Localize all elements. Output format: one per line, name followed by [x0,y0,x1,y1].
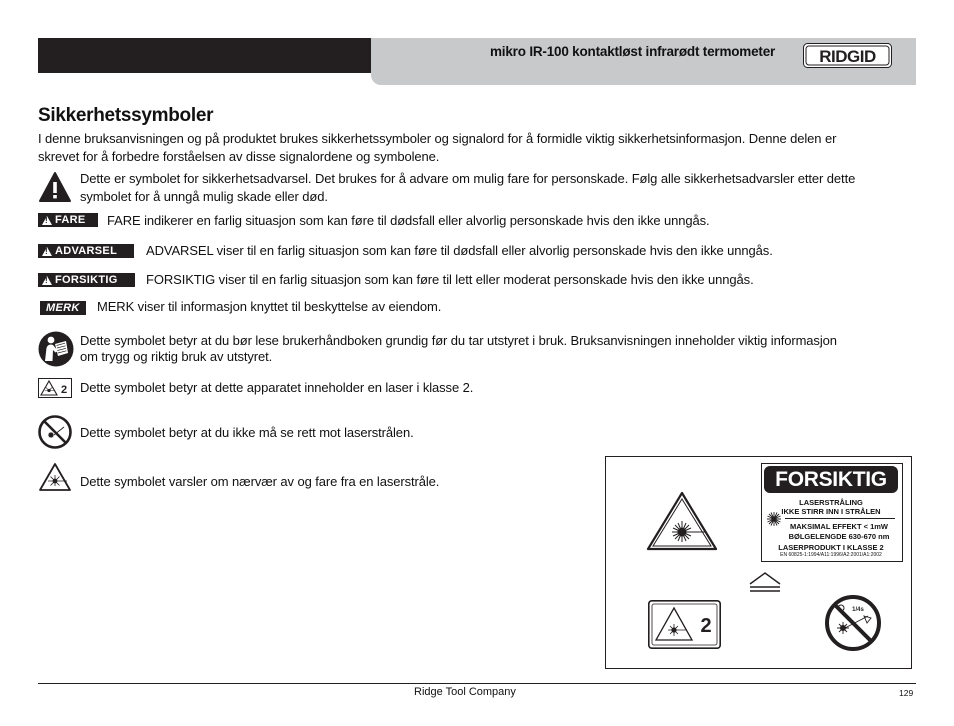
merk-badge: MERK [40,301,86,315]
label-line-3: MAKSIMAL EFFEKT < 1mW [790,522,888,531]
label-class-number: 2 [700,615,712,637]
warning-triangle-icon [42,216,52,225]
laser-aperture-icon [748,570,782,594]
warning-triangle-icon [42,276,52,285]
label-line-5: LASERPRODUKT I KLASSE 2 [778,543,884,552]
label-laser-class-2-icon [648,600,721,649]
manual-line-2: om trygg og riktig bruk av utstyret. [80,349,273,364]
advarsel-badge-label: ADVARSEL [55,245,118,257]
label-no-stare-icon [824,594,882,652]
merk-text: MERK viser til informasjon knyttet til beskyttelse av eiendom. [97,299,442,314]
distance-label: 1/4s [852,607,864,613]
label-line-1: LASERSTRÅLING [799,498,863,507]
forsiktig-text: FORSIKTIG viser til en farlig situasjon som kan føre til lett eller moderat personskade hvis den ikke unngås. [146,272,754,287]
no-stare-icon [38,415,72,449]
advarsel-badge [38,244,134,258]
forsiktig-badge-label: FORSIKTIG [55,274,118,286]
safety-alert-icon [38,171,72,203]
fare-badge [38,213,98,227]
manual-line-1: Dette symbolet betyr at du bør lese brukerhåndboken grundig før du tar utstyret i bruk. Bruksanvisningen inneholder viktig informasjon [80,333,837,348]
laser-class-2-icon [38,378,72,398]
label-laser-warning-icon [645,490,719,552]
forsiktig-badge [38,273,135,287]
page-number: 129 [899,688,914,698]
label-line-4: BØLGELENGDE 630-670 nm [788,532,890,541]
laser-warning-icon [38,462,72,492]
alert-line-2: symbolet for å unngå mulig skade eller død. [80,189,328,204]
laser-warning-text: Dette symbolet varsler om nærvær av og fare fra en laserstråle. [80,474,440,489]
brand-text: RIDGID [819,47,876,66]
caution-header: FORSIKTIG [764,466,898,493]
ridgid-logo [803,43,892,68]
fare-badge-label: FARE [55,214,86,226]
no-stare-text: Dette symbolet betyr at du ikke må se rett mot laserstrålen. [80,425,414,440]
intro-line-2: skrevet for å forbedre forståelsen av disse signalordene og symbolene. [38,149,440,164]
footer-company: Ridge Tool Company [414,686,516,698]
section-title: Sikkerhetssymboler [38,105,214,126]
read-manual-icon [38,331,74,367]
header-title: mikro IR-100 kontaktløst infrarødt termometer [490,44,776,59]
intro-line-1: I denne bruksanvisningen og på produktet brukes sikkerhetssymboler og signalord for å formidle viktig sikkerhetsinformasjon. Denne delen er [38,131,837,146]
label-divider [785,518,895,519]
label-line-6: EN 60825-1:1994/A11:1996/A2:2001/A1:2002 [780,552,882,558]
warning-triangle-icon [42,247,52,256]
advarsel-text: ADVARSEL viser til en farlig situasjon som kan føre til dødsfall eller alvorlig personskade hvis den ikke unngås. [146,243,773,258]
alert-line-1: Dette er symbolet for sikkerhetsadvarsel. Det brukes for å advare om mulig fare for personskade. Følg alle sikkerhetsadvarsler etter dette [80,171,856,186]
footer-rule [38,683,916,684]
laser-class-number: 2 [60,384,68,396]
label-line-2: IKKE STIRR INN I STRÅLEN [781,507,881,516]
fare-text: FARE indikerer en farlig situasjon som kan føre til dødsfall eller alvorlig personskade hvis den ikke unngås. [107,213,710,228]
laser-class-text: Dette symbolet betyr at dette apparatet inneholder en laser i klasse 2. [80,380,474,395]
header-bar-dark [38,38,371,73]
